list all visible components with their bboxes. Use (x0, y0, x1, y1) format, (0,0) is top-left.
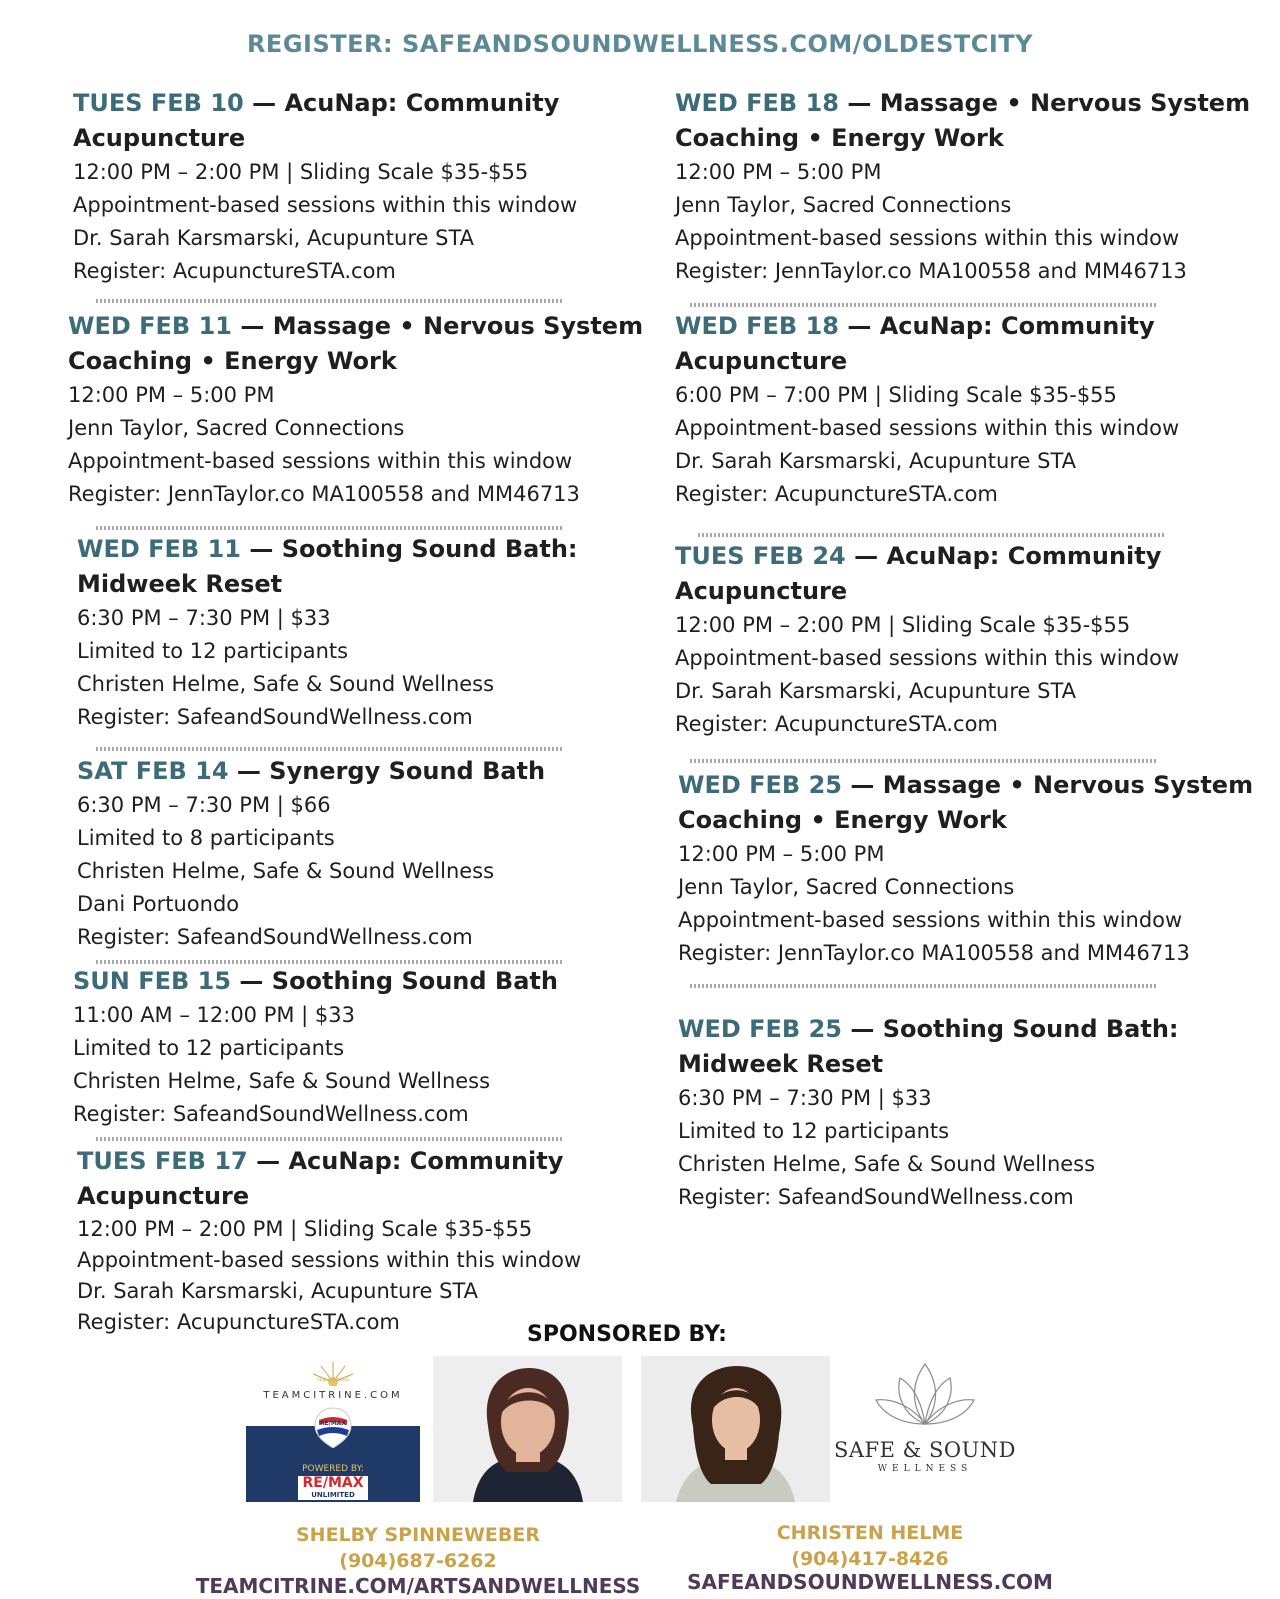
event-host: Dr. Sarah Karsmarski, Acupunture STA (675, 679, 1077, 703)
sponsor-photo-shelby (433, 1356, 622, 1502)
event-date: WED FEB 25 (678, 1015, 842, 1043)
event-detail: Appointment-based sessions within this window (675, 416, 1180, 440)
event-title-cont: Coaching • Energy Work (678, 806, 1007, 834)
divider (690, 303, 1158, 307)
event-title-cont: Acupuncture (675, 347, 848, 375)
sponsor-right-phone[interactable]: (904)417-8426 (791, 1548, 949, 1570)
event-register: Register: JennTaylor.co MA100558 and MM46713 (678, 941, 1190, 965)
event-card (675, 309, 1179, 511)
event-detail: Appointment-based sessions within this window (675, 226, 1180, 250)
event-time: 6:30 PM – 7:30 PM | $66 (77, 793, 331, 817)
event-host: Christen Helme, Safe & Sound Wellness (77, 672, 495, 696)
event-title: WED FEB 11 — Massage • Nervous System (68, 312, 644, 340)
event-detail: Appointment-based sessions within this window (678, 908, 1183, 932)
event-title-cont: Acupuncture (675, 577, 848, 605)
remax-badge (298, 1476, 368, 1500)
event-capacity: Limited to 12 participants (678, 1119, 950, 1143)
event-date: WED FEB 25 (678, 771, 842, 799)
event-date: WED FEB 18 (675, 312, 839, 340)
sun-icon (307, 1360, 359, 1386)
event-capacity: Limited to 8 participants (77, 826, 335, 850)
sponsor-right-name: CHRISTEN HELME (776, 1522, 964, 1544)
remax-brand: RE/MAX (302, 1475, 364, 1491)
event-title: TUES FEB 17 — AcuNap: Community (77, 1147, 564, 1175)
event-time: 12:00 PM – 2:00 PM | Sliding Scale $35-$55 (675, 613, 1131, 637)
event-title: WED FEB 25 — Massage • Nervous System (678, 771, 1254, 799)
event-time: 6:30 PM – 7:30 PM | $33 (77, 606, 331, 630)
event-host: Jenn Taylor, Sacred Connections (68, 416, 405, 440)
event-detail: Appointment-based sessions within this window (73, 193, 578, 217)
sponsor-photo-christen (641, 1356, 830, 1502)
event-card (73, 86, 577, 288)
event-time: 12:00 PM – 2:00 PM | Sliding Scale $35-$55 (73, 160, 529, 184)
event-time: 6:00 PM – 7:00 PM | Sliding Scale $35-$55 (675, 383, 1117, 407)
event-host: Christen Helme, Safe & Sound Wellness (678, 1152, 1096, 1176)
sponsor-left-name: SHELBY SPINNEWEBER (296, 1524, 540, 1546)
divider (96, 1137, 564, 1141)
event-register: Register: AcupunctureSTA.com (675, 712, 998, 736)
event-title: SAT FEB 14 — Synergy Sound Bath (77, 757, 546, 785)
event-host: Dr. Sarah Karsmarski, Acupunture STA (675, 449, 1077, 473)
event-time: 12:00 PM – 5:00 PM (678, 842, 885, 866)
register-header[interactable]: REGISTER: SAFEANDSOUNDWELLNESS.COM/OLDESTCITY (246, 30, 1034, 58)
event-capacity: Limited to 12 participants (73, 1036, 345, 1060)
event-time: 6:30 PM – 7:30 PM | $33 (678, 1086, 932, 1110)
event-title: WED FEB 18 — AcuNap: Community (675, 312, 1155, 340)
divider (96, 747, 564, 751)
divider (96, 526, 564, 530)
lotus-icon (870, 1360, 980, 1430)
event-time: 12:00 PM – 2:00 PM | Sliding Scale $35-$55 (77, 1217, 533, 1241)
event-host: Dr. Sarah Karsmarski, Acupunture STA (73, 226, 475, 250)
event-title-cont: Acupuncture (77, 1182, 250, 1210)
event-register: Register: JennTaylor.co MA100558 and MM46713 (68, 482, 580, 506)
event-date: WED FEB 11 (77, 535, 241, 563)
event-card (678, 768, 1253, 970)
event-host: Dr. Sarah Karsmarski, Acupunture STA (77, 1279, 479, 1303)
divider (690, 984, 1158, 988)
event-date: TUES FEB 24 (675, 542, 846, 570)
powered-by: POWERED BY: (302, 1464, 364, 1474)
event-title-cont: Coaching • Energy Work (68, 347, 397, 375)
event-register: Register: AcupunctureSTA.com (77, 1310, 400, 1334)
sponsored-heading: SPONSORED BY: (527, 1322, 727, 1347)
teamcitrine-mini-label: TEAM CITRINE (316, 1377, 350, 1382)
sponsor-right-web[interactable]: SAFEANDSOUNDWELLNESS.COM (687, 1570, 1053, 1594)
event-title-cont: Coaching • Energy Work (675, 124, 1004, 152)
event-date: WED FEB 18 (675, 89, 839, 117)
event-title-cont: Midweek Reset (77, 570, 283, 598)
event-date: SAT FEB 14 (77, 757, 229, 785)
event-time: 12:00 PM – 5:00 PM (675, 160, 882, 184)
event-detail: Appointment-based sessions within this window (675, 646, 1180, 670)
balloon-text: RE/MAX (319, 1420, 347, 1427)
event-card (675, 86, 1250, 288)
event-detail: Appointment-based sessions within this window (77, 1248, 582, 1272)
divider (698, 533, 1166, 537)
event-date: TUES FEB 10 (73, 89, 244, 117)
event-title: TUES FEB 10 — AcuNap: Community (73, 89, 560, 117)
event-title: WED FEB 11 — Soothing Sound Bath: (77, 535, 578, 563)
event-title: WED FEB 18 — Massage • Nervous System (675, 89, 1251, 117)
event-card (77, 754, 545, 954)
safe-sound-sub: WELLNESS (877, 1464, 973, 1474)
safe-sound-logo (830, 1360, 1020, 1490)
event-title: WED FEB 25 — Soothing Sound Bath: (678, 1015, 1179, 1043)
event-register: Register: AcupunctureSTA.com (73, 259, 396, 283)
event-host: Jenn Taylor, Sacred Connections (678, 875, 1015, 899)
event-date: SUN FEB 15 (73, 967, 232, 995)
event-host: Christen Helme, Safe & Sound Wellness (77, 859, 495, 883)
event-time: 12:00 PM – 5:00 PM (68, 383, 275, 407)
event-register: Register: SafeandSoundWellness.com (73, 1102, 469, 1126)
event-time: 11:00 AM – 12:00 PM | $33 (73, 1003, 356, 1027)
event-title: SUN FEB 15 — Soothing Sound Bath (73, 967, 558, 995)
balloon-icon (313, 1406, 353, 1454)
event-register: Register: JennTaylor.co MA100558 and MM46713 (675, 259, 1187, 283)
remax-sub: UNLIMITED (311, 1491, 355, 1499)
divider (96, 299, 564, 303)
event-card (73, 964, 558, 1131)
event-title-cont: Midweek Reset (678, 1050, 884, 1078)
event-host-2: Dani Portuondo (77, 892, 240, 916)
event-card (678, 1012, 1179, 1214)
event-title-cont: Acupuncture (73, 124, 246, 152)
teamcitrine-site: TEAMCITRINE.COM (263, 1390, 403, 1401)
event-date: TUES FEB 17 (77, 1147, 248, 1175)
sponsor-left-web[interactable]: TEAMCITRINE.COM/ARTSANDWELLNESS (195, 1574, 641, 1598)
event-capacity: Limited to 12 participants (77, 639, 349, 663)
event-card (68, 309, 643, 511)
event-detail: Appointment-based sessions within this window (68, 449, 573, 473)
event-date: WED FEB 11 (68, 312, 232, 340)
event-host: Christen Helme, Safe & Sound Wellness (73, 1069, 491, 1093)
event-register: Register: SafeandSoundWellness.com (77, 705, 473, 729)
sponsor-left-phone[interactable]: (904)687-6262 (339, 1550, 497, 1572)
event-card (675, 539, 1179, 741)
event-host: Jenn Taylor, Sacred Connections (675, 193, 1012, 217)
event-register: Register: AcupunctureSTA.com (675, 482, 998, 506)
event-title: TUES FEB 24 — AcuNap: Community (675, 542, 1162, 570)
safe-sound-name: SAFE & SOUND (833, 1438, 1016, 1462)
teamcitrine-logo (246, 1360, 420, 1502)
event-card (77, 532, 578, 734)
event-register: Register: SafeandSoundWellness.com (678, 1185, 1074, 1209)
divider (690, 759, 1158, 763)
event-card (77, 1144, 581, 1338)
event-register: Register: SafeandSoundWellness.com (77, 925, 473, 949)
